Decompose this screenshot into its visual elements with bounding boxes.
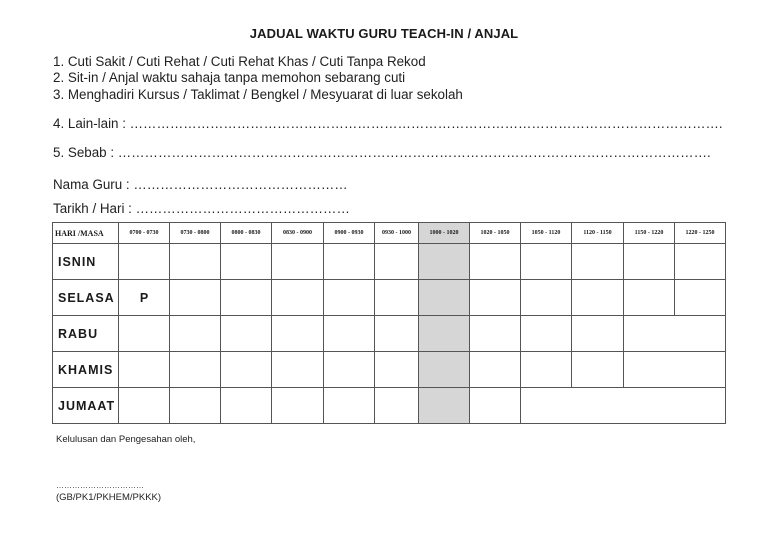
slot-cell [470, 316, 521, 352]
time-header: 0700 - 0730 [119, 223, 170, 244]
slot-cell [272, 388, 324, 424]
option-3: 3. Menghadiri Kursus / Taklimat / Bengkel / Mesyuarat di luar sekolah [53, 87, 463, 102]
rehat-cell [419, 244, 470, 280]
slot-cell [521, 280, 572, 316]
table-row-selasa [53, 280, 726, 316]
table-row-isnin [53, 244, 726, 280]
time-header-rehat: 1000 - 1020 [419, 223, 470, 244]
day-label-khamis: KHAMIS [53, 352, 119, 388]
corner-header: HARI /MASA [53, 223, 119, 244]
slot-cell [572, 244, 624, 280]
slot-cell [624, 280, 675, 316]
slot-cell [324, 316, 375, 352]
slot-cell [221, 388, 272, 424]
slot-cell [375, 316, 419, 352]
slot-cell [272, 352, 324, 388]
slot-cell [470, 352, 521, 388]
slot-cell-merged [624, 352, 726, 388]
day-label-selasa: SELASA [53, 280, 119, 316]
slot-cell [170, 388, 221, 424]
rehat-cell [419, 388, 470, 424]
option-5-sebab: 5. Sebab : ……………………………………………………………………………………………………………………. [53, 145, 711, 160]
slot-cell [675, 280, 726, 316]
slot-cell [170, 244, 221, 280]
day-label-isnin: ISNIN [53, 244, 119, 280]
option-4-lain-lain: 4. Lain-lain : ……………………………………………………………………………………………………………………. [53, 116, 723, 131]
header-row [53, 223, 726, 244]
slot-cell [521, 352, 572, 388]
slot-cell [572, 316, 624, 352]
time-header: 1220 - 1250 [675, 223, 726, 244]
slot-cell [324, 244, 375, 280]
day-label-jumaat: JUMAAT [53, 388, 119, 424]
slot-cell [272, 244, 324, 280]
time-header: 1050 - 1120 [521, 223, 572, 244]
tarikh-hari-field: Tarikh / Hari : ………………………………………… [53, 201, 350, 216]
time-header: 0930 - 1000 [375, 223, 419, 244]
slot-cell [572, 352, 624, 388]
table-row-khamis [53, 352, 726, 388]
slot-cell [119, 244, 170, 280]
slot-cell [624, 244, 675, 280]
slot-cell [272, 316, 324, 352]
table-row-rabu [53, 316, 726, 352]
slot-cell [170, 352, 221, 388]
slot-cell [170, 316, 221, 352]
slot-cell [375, 352, 419, 388]
time-header: 1150 - 1220 [624, 223, 675, 244]
slot-cell [221, 244, 272, 280]
slot-cell [470, 388, 521, 424]
slot-cell [272, 280, 324, 316]
slot-cell [675, 244, 726, 280]
slot-cell [119, 388, 170, 424]
slot-cell [470, 280, 521, 316]
slot-cell [375, 388, 419, 424]
rehat-cell [419, 316, 470, 352]
timetable [52, 222, 726, 424]
time-header: 0800 - 0830 [221, 223, 272, 244]
slot-cell [375, 280, 419, 316]
slot-cell [221, 280, 272, 316]
nama-guru-field: Nama Guru : ………………………………………… [53, 177, 348, 192]
slot-cell-merged [624, 316, 726, 352]
approval-label: Kelulusan dan Pengesahan oleh, [56, 434, 196, 445]
slot-cell [375, 244, 419, 280]
option-1: 1. Cuti Sakit / Cuti Rehat / Cuti Rehat Khas / Cuti Tanpa Rekod [53, 54, 426, 69]
day-label-rabu: RABU [53, 316, 119, 352]
slot-cell [324, 280, 375, 316]
slot-cell [221, 316, 272, 352]
slot-cell [470, 244, 521, 280]
slot-cell [324, 388, 375, 424]
slot-cell [119, 352, 170, 388]
signature-line: …………………………… [56, 481, 144, 490]
slot-cell [324, 352, 375, 388]
time-header: 0900 - 0930 [324, 223, 375, 244]
time-header: 0830 - 0900 [272, 223, 324, 244]
slot-cell [119, 316, 170, 352]
slot-cell-mark: P [119, 280, 170, 316]
rehat-cell [419, 352, 470, 388]
rehat-cell [419, 280, 470, 316]
option-2: 2. Sit-in / Anjal waktu sahaja tanpa memohon sebarang cuti [53, 70, 406, 85]
time-header: 1120 - 1150 [572, 223, 624, 244]
table-row-jumaat [53, 388, 726, 424]
signature-role: (GB/PK1/PKHEM/PKKK) [56, 492, 162, 503]
slot-cell [521, 316, 572, 352]
slot-cell [521, 244, 572, 280]
slot-cell-merged [521, 388, 726, 424]
slot-cell [221, 352, 272, 388]
slot-cell [170, 280, 221, 316]
time-header: 1020 - 1050 [470, 223, 521, 244]
document-title: JADUAL WAKTU GURU TEACH-IN / ANJAL [249, 26, 519, 41]
slot-cell [572, 280, 624, 316]
time-header: 0730 - 0800 [170, 223, 221, 244]
